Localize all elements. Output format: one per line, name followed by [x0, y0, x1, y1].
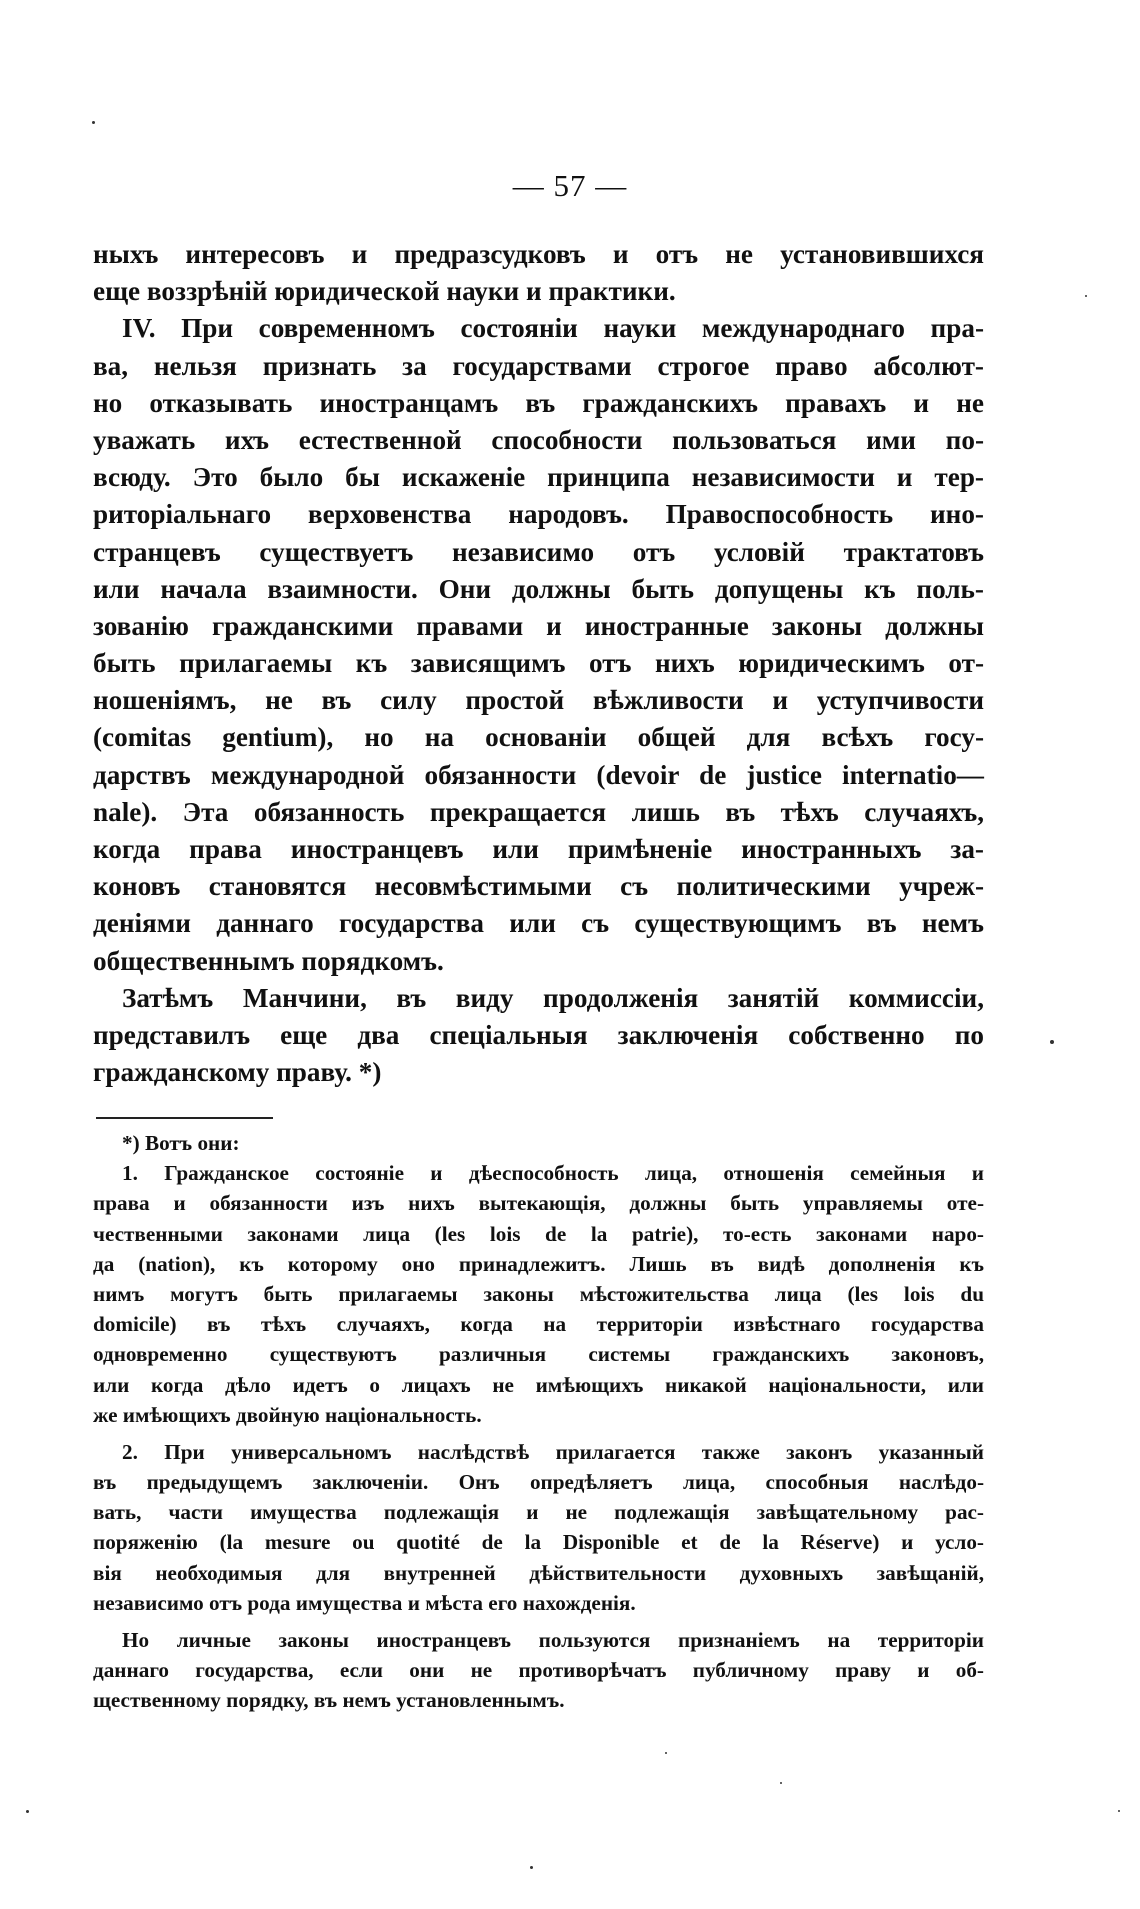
footnote-line: права и обязанности изъ нихъ вытекающія, должны быть управляемы оте- — [93, 1191, 984, 1216]
footnote-line: да (nation), къ которому оно принадлежитъ. Лишь въ видѣ дополненія къ — [93, 1251, 984, 1276]
footnote-item-3 — [93, 1625, 984, 1716]
text-line: общественнымъ порядкомъ. — [93, 945, 444, 976]
text-line: странцевъ существуетъ независимо отъ условій трактатовъ — [93, 536, 984, 567]
footnote-line: даннаго государства, если они не противорѣчатъ публичному праву и об- — [93, 1658, 984, 1683]
text-line: ва, нельзя признать за государствами строгое право абсолют- — [93, 350, 984, 381]
text-line: когда права иностранцевъ или примѣненіе иностранныхъ за- — [93, 834, 984, 864]
scan-speck — [26, 1810, 29, 1813]
text-line: Затѣмъ Манчини, въ виду продолженія занятій коммиссіи, — [122, 982, 984, 1013]
footnote-line: чественными законами лица (les lois de la patrie), то-есть законами наро- — [93, 1221, 984, 1246]
footnote-line: вія необходимыя для внутренней дѣйствительности духовныхъ завѣщаній, — [93, 1560, 984, 1585]
footnote-item-1 — [93, 1158, 984, 1430]
scan-speck — [1085, 295, 1087, 297]
text-line: риторіальнаго верховенства народовъ. Правоспособность ино- — [93, 499, 984, 530]
text-line: IV. При современномъ состояніи науки международнаго пра- — [122, 313, 984, 344]
text-line: коновъ становятся несовмѣстимыми съ политическими учреж- — [93, 871, 984, 902]
text-line: зованію гражданскими правами и иностранные законы должны — [93, 610, 984, 641]
scan-speck — [1050, 1040, 1054, 1044]
text-line: представилъ еще два спеціальныя заключенія собственно по — [93, 1019, 984, 1050]
paragraph-3 — [93, 980, 984, 1092]
text-line: ношеніямъ, не въ силу простой вѣжливости и уступчивости — [93, 685, 984, 716]
footnote-item-2 — [93, 1437, 984, 1618]
scan-speck — [530, 1866, 533, 1869]
text-line: ныхъ интересовъ и предразсудковъ и отъ не установившихся — [93, 239, 984, 269]
footnote-line: въ предыдущемъ заключеніи. Онъ опредѣляетъ лица, способныя наслѣдо- — [93, 1470, 984, 1495]
scan-speck — [780, 1782, 782, 1784]
scan-speck — [92, 121, 95, 124]
text-line: дарствъ международной обязанности (devoir de justice internatio— — [93, 759, 984, 790]
main-text — [93, 236, 984, 1091]
page-number: — 57 — — [512, 168, 628, 203]
footnote-line: щественному порядку, въ немъ установленнымъ. — [93, 1688, 565, 1713]
paragraph-2 — [93, 310, 984, 979]
paragraph-1 — [93, 236, 984, 310]
text-line: деніями даннаго государства или съ существующимъ въ немъ — [93, 908, 984, 939]
footnote-line: независимо отъ рода имущества и мѣста его нахожденія. — [93, 1590, 636, 1615]
footnote-line: нимъ могутъ быть прилагаемы законы мѣстожительства лица (les lois du — [93, 1281, 984, 1306]
footnote-line: же имѣющихъ двойную національность. — [93, 1402, 482, 1427]
text-line: гражданскому праву. *) — [93, 1057, 382, 1088]
footnote-line: вать, части имущества подлежащія и не подлежащія завѣщательному рас- — [93, 1500, 984, 1525]
text-line: уважать ихъ естественной способности пользоваться ими по- — [93, 424, 984, 455]
text-line: быть прилагаемы къ зависящимъ отъ нихъ юридическимъ от- — [93, 648, 984, 679]
scan-speck — [1118, 1810, 1120, 1812]
text-line: (comitas gentium), но на основаніи общей для всѣхъ госу- — [93, 722, 984, 753]
footnote-line: или когда дѣло идетъ о лицахъ не имѣющихъ никакой національности, или — [93, 1372, 984, 1397]
text-line: всюду. Это было бы искаженіе принципа независимости и тер- — [93, 462, 984, 493]
footnote-line: domicile) въ тѣхъ случаяхъ, когда на территоріи извѣстнаго государства — [93, 1312, 984, 1337]
scan-speck — [665, 1752, 667, 1754]
footnote-heading: *) Вотъ они: — [122, 1131, 240, 1155]
footnote-line: 1. Гражданское состояніе и дѣеспособность лица, отношенія семейныя и — [122, 1161, 984, 1186]
footnote-line: 2. При универсальномъ наслѣдствѣ прилагается также законъ указанный — [122, 1439, 984, 1464]
text-line: еще воззрѣній юридической науки и практики. — [93, 276, 676, 307]
footnotes — [93, 1128, 984, 1716]
text-line: но отказывать иностранцамъ въ гражданскихъ правахъ и не — [93, 387, 984, 418]
text-line: или начала взаимности. Они должны быть допущены къ поль- — [93, 573, 984, 604]
footnote-line: одновременно существуютъ различныя системы гражданскихъ законовъ, — [93, 1342, 984, 1367]
footnote-divider — [96, 1117, 273, 1119]
footnote-line: Но личные законы иностранцевъ пользуются признаніемъ на территоріи — [122, 1628, 984, 1652]
text-line: nale). Эта обязанность прекращается лишь въ тѣхъ случаяхъ, — [93, 796, 984, 827]
footnote-line: поряженію (la mesure ou quotité de la Disponible et de la Réserve) и усло- — [93, 1530, 984, 1555]
